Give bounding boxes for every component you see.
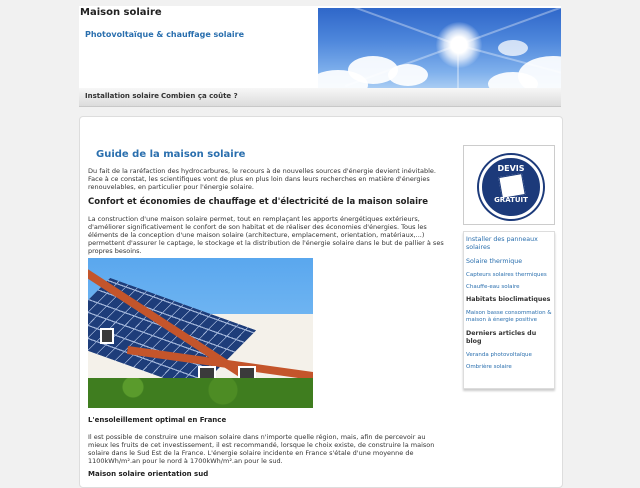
sun-icon: [436, 22, 482, 68]
site-title[interactable]: Maison solaire: [80, 7, 162, 18]
devis-gratuit-box[interactable]: [463, 145, 555, 225]
sidebar-link-ombriere[interactable]: Ombrière solaire: [466, 364, 512, 370]
nav-item-combien-ca-coute[interactable]: Combien ça coûte ?: [161, 92, 238, 100]
sidebar-link-veranda[interactable]: Veranda photovoltaïque: [466, 352, 532, 358]
nav-item-installation-solaire[interactable]: Installation solaire: [85, 92, 160, 100]
sidebar-link-installer-panneaux[interactable]: Installer des panneaux solaires: [466, 236, 538, 251]
sidebar-link-chauffe-eau[interactable]: Chauffe-eau solaire: [466, 284, 520, 290]
main-nav: [79, 88, 561, 107]
sidebar-link-solaire-thermique[interactable]: Solaire thermique: [466, 258, 523, 265]
sidebar-menu: [463, 231, 555, 389]
house-solar-panel-image: [88, 258, 313, 408]
section-title-ensoleillement: L'ensoleillement optimal en France: [88, 416, 227, 424]
section-paragraph-confort: La construction d'une maison solaire permet, tout en remplaçant les apports énergétiques extérieurs, d'améliorer significativement le confort de son habitat et de réaliser des économies d'énergies. Tous les éléments de la conception d'une maison solaire (architecture, emplacement, orientation, matériaux,...) permettent d'assurer le captage, le stockage et la distribution de l'énergie solaire dans le but de pallier à ses propres besoins.: [88, 215, 444, 255]
content-area: [79, 116, 563, 488]
section-title-orientation-sud: Maison solaire orientation sud: [88, 470, 209, 478]
badge-line1: DEVIS: [497, 164, 525, 173]
sidebar-heading-habitats: Habitats bioclimatiques: [466, 296, 551, 303]
site-tagline: Photovoltaïque & chauffage solaire: [85, 30, 245, 39]
section-paragraph-ensoleillement: Il est possible de construire une maison solaire dans n'importe quelle région, mais, afin de percevoir au mieux les fruits de cet investissement, il est recommandé, lorsque le choix existe, de construire la maison solaire dans le Sud Est de la France. L'énergie solaire incidente en France s'étale d'une moyenne de 1100kWh/m².an pour le nord à 1700kWh/m².an pour le sud.: [88, 433, 435, 465]
sidebar-link-maison-basse-consommation[interactable]: Maison basse consommation & maison à énergie positive: [466, 310, 552, 323]
sidebar-heading-derniers-articles: Derniers articles du blog: [466, 330, 537, 345]
section-title-confort: Confort et économies de chauffage et d'électricité de la maison solaire: [88, 197, 428, 207]
site-header: [79, 6, 561, 88]
page-title: Guide de la maison solaire: [96, 149, 246, 160]
badge-line2: GRATUIT: [494, 196, 528, 204]
sidebar-link-capteurs[interactable]: Capteurs solaires thermiques: [466, 272, 547, 278]
devis-gratuit-badge-icon[interactable]: [479, 155, 543, 219]
header-sky-image: [318, 8, 561, 88]
intro-paragraph: Du fait de la raréfaction des hydrocarbures, le recours à de nouvelles sources d'énergie devient inévitable. Face à ce constat, les scientifiques vont de plus en plus loin dans leurs recherches en matière d'énergies renouvelables, en particulier pour l'énergie solaire.: [88, 167, 436, 191]
